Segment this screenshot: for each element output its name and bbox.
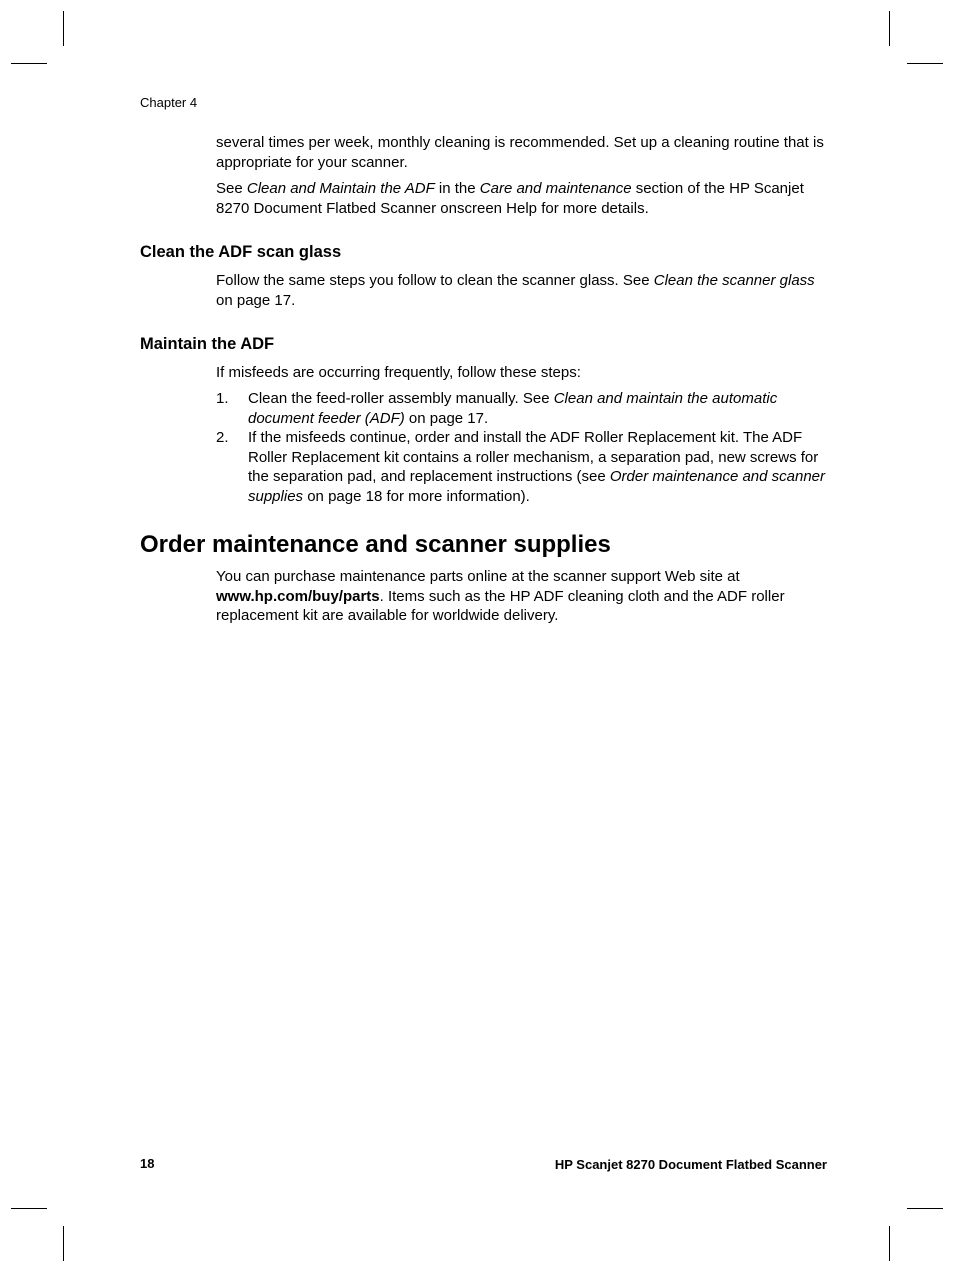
text: section of the HP Scanjet 8270 Document Flatbed Scanner onscreen Help for more details. bbox=[216, 180, 804, 217]
text: on page 18 for more information). bbox=[303, 487, 530, 505]
crop-mark-bottom-right-horizontal bbox=[907, 1208, 943, 1209]
cross-reference-link[interactable]: Clean and maintain the automatic document feeder (ADF) bbox=[248, 390, 778, 427]
cross-reference-link[interactable]: Clean the scanner glass bbox=[653, 272, 815, 289]
intro-paragraph-2 bbox=[216, 179, 828, 218]
crop-mark-bottom-right-vertical bbox=[889, 1226, 890, 1261]
list-text bbox=[248, 428, 828, 506]
parts-url-link[interactable]: www.hp.com/buy/parts bbox=[216, 587, 380, 605]
text: See bbox=[216, 180, 247, 197]
crop-mark-top-right-vertical bbox=[889, 11, 890, 46]
section-heading-clean-glass: Clean the ADF scan glass bbox=[140, 243, 342, 261]
order-paragraph bbox=[216, 567, 828, 626]
text: You can purchase maintenance parts online at the scanner support Web site at bbox=[216, 568, 740, 585]
cross-reference-link[interactable]: Care and maintenance bbox=[479, 180, 632, 197]
text: If the misfeeds continue, order and install the ADF Roller Replacement kit. The ADF Roller Replacement kit contains a roller mechanism, a separation pad, new screws for the separation pad, and replacement instructions (see bbox=[248, 429, 819, 486]
text: Clean the feed-roller assembly manually. See bbox=[248, 390, 554, 407]
page-number: 18 bbox=[140, 1156, 155, 1171]
crop-mark-bottom-left-vertical bbox=[63, 1226, 64, 1261]
text: in the bbox=[434, 180, 480, 197]
chapter-label: Chapter 4 bbox=[140, 95, 198, 110]
maintain-intro: If misfeeds are occurring frequently, follow these steps: bbox=[216, 364, 581, 381]
footer-product-title: HP Scanjet 8270 Document Flatbed Scanner bbox=[554, 1157, 827, 1172]
section-heading-order-supplies: Order maintenance and scanner supplies bbox=[140, 531, 611, 558]
cross-reference-link[interactable]: Clean and Maintain the ADF bbox=[246, 180, 435, 197]
list-number: 2. bbox=[216, 429, 229, 446]
crop-mark-top-right-horizontal bbox=[907, 63, 943, 64]
clean-glass-paragraph bbox=[216, 271, 828, 310]
intro-paragraph-1: several times per week, monthly cleaning is recommended. Set up a cleaning routine that is appropriate for your scanner. bbox=[216, 134, 824, 171]
section-heading-maintain-adf: Maintain the ADF bbox=[140, 335, 275, 353]
list-number: 1. bbox=[216, 390, 229, 407]
cross-reference-link[interactable]: Order maintenance and scanner supplies bbox=[248, 468, 826, 505]
text: Follow the same steps you follow to clean the scanner glass. See bbox=[216, 272, 654, 289]
crop-mark-bottom-left-horizontal bbox=[11, 1208, 47, 1209]
crop-mark-top-left-vertical bbox=[63, 11, 64, 46]
text: . Items such as the HP ADF cleaning cloth and the ADF roller replacement kit are available for worldwide delivery. bbox=[216, 587, 785, 625]
list-text bbox=[248, 389, 828, 428]
text: on page 17. bbox=[216, 291, 296, 309]
crop-mark-top-left-horizontal bbox=[11, 63, 47, 64]
text: on page 17. bbox=[404, 409, 489, 427]
